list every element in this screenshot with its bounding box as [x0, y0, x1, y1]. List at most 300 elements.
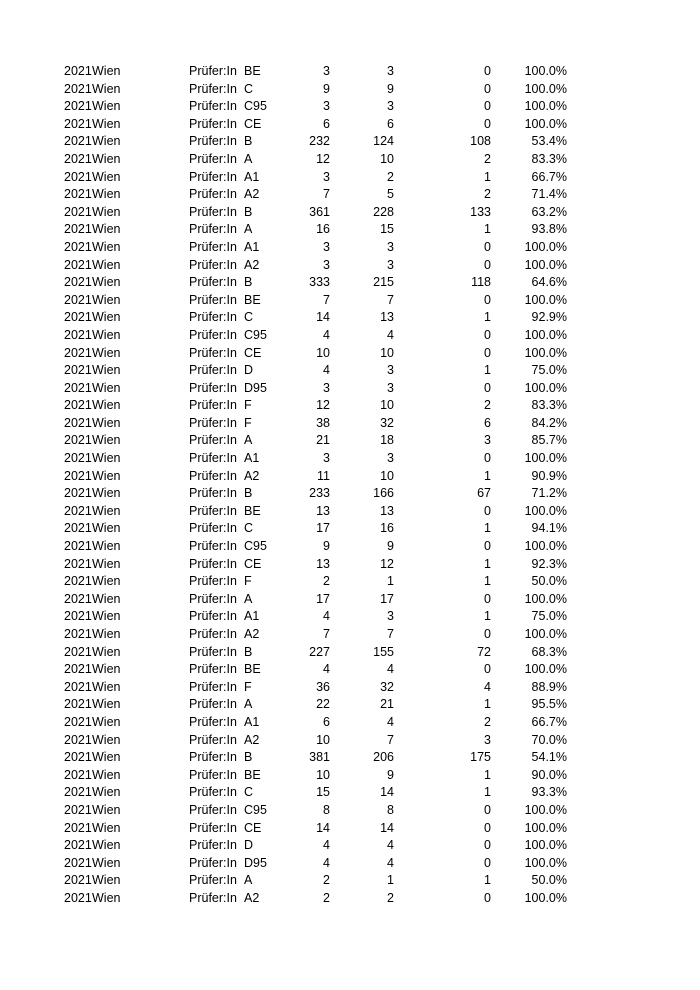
passed-cell: 3	[387, 99, 394, 114]
role-cell: Prüfer:In	[189, 679, 237, 694]
city-cell: Wien	[92, 855, 121, 870]
failed-cell: 0	[484, 591, 491, 606]
table-row	[0, 749, 700, 767]
city-cell: Wien	[92, 116, 121, 131]
passed-cell: 12	[380, 556, 394, 571]
city-cell: Wien	[92, 644, 121, 659]
role-cell: Prüfer:In	[189, 591, 237, 606]
role-cell: Prüfer:In	[189, 81, 237, 96]
city-cell: Wien	[92, 204, 121, 219]
class-cell: CE	[244, 556, 262, 571]
year-cell: 2021	[64, 750, 92, 765]
city-cell: Wien	[92, 239, 121, 254]
year-cell: 2021	[64, 64, 92, 78]
role-cell: Prüfer:In	[189, 292, 237, 307]
total-cell: 3	[323, 64, 330, 78]
failed-cell: 1	[484, 785, 491, 800]
failed-cell: 0	[484, 539, 491, 554]
table-row	[0, 239, 700, 257]
pass-rate-cell: 100.0%	[524, 292, 567, 307]
city-cell: Wien	[92, 99, 121, 114]
pass-rate-cell: 66.7%	[531, 169, 567, 184]
total-cell: 4	[323, 327, 330, 342]
year-cell: 2021	[64, 486, 92, 501]
year-cell: 2021	[64, 310, 92, 325]
city-cell: Wien	[92, 627, 121, 641]
year-cell: 2021	[64, 556, 92, 571]
total-cell: 17	[316, 591, 330, 606]
total-cell: 17	[316, 521, 330, 536]
pass-rate-cell: 100.0%	[524, 116, 567, 131]
city-cell: Wien	[92, 310, 121, 325]
role-cell: Prüfer:In	[189, 521, 237, 536]
pass-rate-cell: 100.0%	[524, 802, 567, 817]
pass-rate-cell: 63.2%	[531, 204, 567, 219]
passed-cell: 16	[380, 521, 394, 536]
total-cell: 8	[323, 802, 330, 817]
failed-cell: 0	[484, 503, 491, 518]
total-cell: 16	[316, 222, 330, 237]
role-cell: Prüfer:In	[189, 99, 237, 114]
passed-cell: 32	[380, 679, 394, 694]
class-cell: F	[244, 679, 252, 694]
table-row	[0, 204, 700, 222]
pass-rate-cell: 71.2%	[531, 486, 567, 501]
class-cell: C95	[244, 327, 267, 342]
passed-cell: 166	[373, 486, 394, 501]
table-row	[0, 679, 700, 697]
table-row	[0, 644, 700, 662]
year-cell: 2021	[64, 714, 92, 729]
class-cell: A2	[244, 257, 260, 272]
pass-rate-cell: 83.3%	[531, 151, 567, 166]
role-cell: Prüfer:In	[189, 151, 237, 166]
city-cell: Wien	[92, 257, 121, 272]
passed-cell: 7	[387, 732, 394, 747]
passed-cell: 8	[387, 802, 394, 817]
city-cell: Wien	[92, 275, 121, 290]
class-cell: A2	[244, 890, 260, 905]
role-cell: Prüfer:In	[189, 345, 237, 360]
pass-rate-cell: 100.0%	[524, 99, 567, 114]
role-cell: Prüfer:In	[189, 169, 237, 184]
city-cell: Wien	[92, 890, 121, 905]
passed-cell: 7	[387, 292, 394, 307]
city-cell: Wien	[92, 802, 121, 817]
passed-cell: 14	[380, 820, 394, 835]
table-row	[0, 415, 700, 433]
total-cell: 12	[316, 398, 330, 413]
total-cell: 9	[323, 539, 330, 554]
year-cell: 2021	[64, 345, 92, 360]
table-row	[0, 345, 700, 363]
failed-cell: 0	[484, 838, 491, 853]
failed-cell: 1	[484, 222, 491, 237]
class-cell: B	[244, 204, 253, 219]
class-cell: BE	[244, 662, 261, 677]
class-cell: D95	[244, 855, 267, 870]
total-cell: 14	[316, 310, 330, 325]
role-cell: Prüfer:In	[189, 398, 237, 413]
total-cell: 333	[309, 275, 330, 290]
city-cell: Wien	[92, 714, 121, 729]
table-row	[0, 133, 700, 151]
failed-cell: 67	[477, 486, 491, 501]
class-cell: C95	[244, 99, 267, 114]
class-cell: A1	[244, 239, 260, 254]
table-row	[0, 872, 700, 890]
class-cell: B	[244, 486, 253, 501]
failed-cell: 108	[470, 134, 491, 149]
passed-cell: 4	[387, 838, 394, 853]
year-cell: 2021	[64, 732, 92, 747]
total-cell: 12	[316, 151, 330, 166]
failed-cell: 0	[484, 802, 491, 817]
year-cell: 2021	[64, 222, 92, 237]
pass-rate-cell: 83.3%	[531, 398, 567, 413]
total-cell: 3	[323, 257, 330, 272]
city-cell: Wien	[92, 380, 121, 395]
passed-cell: 3	[387, 380, 394, 395]
passed-cell: 3	[387, 451, 394, 466]
table-row	[0, 503, 700, 521]
table-row	[0, 485, 700, 503]
class-cell: A2	[244, 732, 260, 747]
year-cell: 2021	[64, 662, 92, 677]
passed-cell: 2	[387, 169, 394, 184]
role-cell: Prüfer:In	[189, 116, 237, 131]
class-cell: CE	[244, 345, 262, 360]
year-cell: 2021	[64, 433, 92, 448]
role-cell: Prüfer:In	[189, 855, 237, 870]
city-cell: Wien	[92, 820, 121, 835]
total-cell: 36	[316, 679, 330, 694]
total-cell: 11	[317, 468, 330, 483]
total-cell: 22	[316, 697, 330, 712]
total-cell: 4	[323, 609, 330, 624]
role-cell: Prüfer:In	[189, 767, 237, 782]
city-cell: Wien	[92, 785, 121, 800]
class-cell: B	[244, 750, 253, 765]
table-row	[0, 380, 700, 398]
failed-cell: 0	[484, 116, 491, 131]
passed-cell: 155	[373, 644, 394, 659]
class-cell: C	[244, 310, 254, 325]
table-row	[0, 626, 700, 644]
table-row	[0, 221, 700, 239]
city-cell: Wien	[92, 345, 121, 360]
year-cell: 2021	[64, 767, 92, 782]
total-cell: 4	[323, 662, 330, 677]
city-cell: Wien	[92, 81, 121, 96]
class-cell: C95	[244, 802, 267, 817]
total-cell: 381	[309, 750, 330, 765]
role-cell: Prüfer:In	[189, 574, 237, 589]
class-cell: A1	[244, 609, 260, 624]
city-cell: Wien	[92, 556, 121, 571]
total-cell: 233	[309, 486, 330, 501]
pass-rate-cell: 92.3%	[531, 556, 567, 571]
failed-cell: 118	[471, 275, 491, 290]
year-cell: 2021	[64, 785, 92, 800]
class-cell: F	[244, 415, 252, 430]
city-cell: Wien	[92, 503, 121, 518]
total-cell: 232	[309, 134, 330, 149]
city-cell: Wien	[92, 697, 121, 712]
pass-rate-cell: 54.1%	[531, 750, 567, 765]
passed-cell: 4	[387, 714, 394, 729]
class-cell: A1	[244, 451, 260, 466]
pass-rate-cell: 100.0%	[524, 64, 567, 78]
passed-cell: 3	[387, 257, 394, 272]
total-cell: 15	[316, 785, 330, 800]
year-cell: 2021	[64, 574, 92, 589]
failed-cell: 2	[484, 151, 491, 166]
city-cell: Wien	[92, 732, 121, 747]
pass-rate-cell: 50.0%	[531, 873, 567, 888]
table-row	[0, 397, 700, 415]
total-cell: 3	[323, 239, 330, 254]
city-cell: Wien	[92, 415, 121, 430]
table-row	[0, 151, 700, 169]
class-cell: A	[244, 433, 253, 448]
pass-rate-cell: 100.0%	[524, 327, 567, 342]
failed-cell: 2	[484, 714, 491, 729]
passed-cell: 3	[387, 64, 394, 78]
table-row	[0, 696, 700, 714]
city-cell: Wien	[92, 539, 121, 554]
total-cell: 3	[323, 169, 330, 184]
table-row	[0, 732, 700, 750]
pass-rate-cell: 94.1%	[531, 521, 567, 536]
failed-cell: 0	[484, 257, 491, 272]
failed-cell: 1	[484, 609, 491, 624]
year-cell: 2021	[64, 380, 92, 395]
class-cell: BE	[244, 292, 261, 307]
class-cell: CE	[244, 116, 262, 131]
city-cell: Wien	[92, 151, 121, 166]
role-cell: Prüfer:In	[189, 662, 237, 677]
table-row	[0, 468, 700, 486]
city-cell: Wien	[92, 838, 121, 853]
passed-cell: 9	[387, 539, 394, 554]
table-row	[0, 81, 700, 99]
pass-rate-cell: 100.0%	[524, 890, 567, 905]
year-cell: 2021	[64, 151, 92, 166]
class-cell: F	[244, 398, 252, 413]
role-cell: Prüfer:In	[189, 187, 237, 202]
data-table	[0, 63, 700, 908]
pass-rate-cell: 100.0%	[524, 380, 567, 395]
failed-cell: 1	[484, 697, 491, 712]
pass-rate-cell: 75.0%	[531, 363, 567, 378]
failed-cell: 3	[484, 732, 491, 747]
role-cell: Prüfer:In	[189, 890, 237, 905]
failed-cell: 0	[484, 81, 491, 96]
pass-rate-cell: 84.2%	[531, 415, 567, 430]
class-cell: D	[244, 363, 254, 378]
failed-cell: 0	[484, 64, 491, 78]
year-cell: 2021	[64, 679, 92, 694]
failed-cell: 1	[484, 468, 491, 483]
role-cell: Prüfer:In	[189, 380, 237, 395]
role-cell: Prüfer:In	[189, 433, 237, 448]
total-cell: 2	[323, 574, 330, 589]
year-cell: 2021	[64, 292, 92, 307]
passed-cell: 18	[380, 433, 394, 448]
pass-rate-cell: 100.0%	[524, 257, 567, 272]
total-cell: 38	[316, 415, 330, 430]
role-cell: Prüfer:In	[189, 627, 237, 641]
class-cell: A2	[244, 468, 260, 483]
total-cell: 14	[316, 820, 330, 835]
pass-rate-cell: 95.5%	[531, 697, 567, 712]
city-cell: Wien	[92, 521, 121, 536]
passed-cell: 3	[387, 609, 394, 624]
table-row	[0, 432, 700, 450]
year-cell: 2021	[64, 521, 92, 536]
role-cell: Prüfer:In	[189, 275, 237, 290]
class-cell: B	[244, 644, 253, 659]
pass-rate-cell: 71.4%	[531, 187, 567, 202]
pass-rate-cell: 100.0%	[524, 591, 567, 606]
role-cell: Prüfer:In	[189, 556, 237, 571]
failed-cell: 0	[484, 890, 491, 905]
passed-cell: 1	[387, 574, 394, 589]
year-cell: 2021	[64, 539, 92, 554]
failed-cell: 0	[484, 345, 491, 360]
table-row	[0, 714, 700, 732]
table-row	[0, 837, 700, 855]
table-row	[0, 186, 700, 204]
passed-cell: 228	[373, 204, 394, 219]
failed-cell: 6	[484, 415, 491, 430]
city-cell: Wien	[92, 292, 121, 307]
total-cell: 7	[323, 292, 330, 307]
passed-cell: 9	[387, 767, 394, 782]
failed-cell: 0	[484, 99, 491, 114]
total-cell: 2	[323, 873, 330, 888]
class-cell: A1	[244, 169, 260, 184]
role-cell: Prüfer:In	[189, 222, 237, 237]
total-cell: 21	[316, 433, 330, 448]
table-row	[0, 661, 700, 679]
table-row	[0, 591, 700, 609]
total-cell: 10	[316, 732, 330, 747]
failed-cell: 0	[484, 662, 491, 677]
failed-cell: 0	[484, 855, 491, 870]
city-cell: Wien	[92, 451, 121, 466]
year-cell: 2021	[64, 503, 92, 518]
passed-cell: 13	[380, 310, 394, 325]
pass-rate-cell: 100.0%	[524, 855, 567, 870]
year-cell: 2021	[64, 415, 92, 430]
pass-rate-cell: 92.9%	[531, 310, 567, 325]
failed-cell: 175	[470, 750, 491, 765]
total-cell: 361	[309, 204, 330, 219]
class-cell: CE	[244, 820, 262, 835]
year-cell: 2021	[64, 890, 92, 905]
city-cell: Wien	[92, 609, 121, 624]
pass-rate-cell: 100.0%	[524, 820, 567, 835]
passed-cell: 206	[373, 750, 394, 765]
role-cell: Prüfer:In	[189, 363, 237, 378]
year-cell: 2021	[64, 398, 92, 413]
passed-cell: 5	[387, 187, 394, 202]
passed-cell: 13	[380, 503, 394, 518]
city-cell: Wien	[92, 398, 121, 413]
class-cell: A	[244, 591, 253, 606]
class-cell: BE	[244, 503, 261, 518]
role-cell: Prüfer:In	[189, 503, 237, 518]
total-cell: 4	[323, 838, 330, 853]
pass-rate-cell: 100.0%	[524, 838, 567, 853]
role-cell: Prüfer:In	[189, 257, 237, 272]
year-cell: 2021	[64, 873, 92, 888]
city-cell: Wien	[92, 468, 121, 483]
city-cell: Wien	[92, 574, 121, 589]
year-cell: 2021	[64, 838, 92, 853]
table-row	[0, 116, 700, 134]
passed-cell: 4	[387, 855, 394, 870]
failed-cell: 0	[484, 627, 491, 641]
class-cell: A1	[244, 714, 260, 729]
pass-rate-cell: 100.0%	[524, 539, 567, 554]
total-cell: 7	[323, 187, 330, 202]
passed-cell: 14	[380, 785, 394, 800]
role-cell: Prüfer:In	[189, 204, 237, 219]
city-cell: Wien	[92, 591, 121, 606]
role-cell: Prüfer:In	[189, 838, 237, 853]
total-cell: 227	[309, 644, 330, 659]
passed-cell: 3	[387, 239, 394, 254]
total-cell: 4	[323, 855, 330, 870]
city-cell: Wien	[92, 327, 121, 342]
total-cell: 13	[316, 503, 330, 518]
city-cell: Wien	[92, 767, 121, 782]
pass-rate-cell: 75.0%	[531, 609, 567, 624]
failed-cell: 0	[484, 820, 491, 835]
class-cell: C	[244, 521, 254, 536]
year-cell: 2021	[64, 327, 92, 342]
table-row	[0, 292, 700, 310]
pass-rate-cell: 100.0%	[524, 345, 567, 360]
table-row	[0, 890, 700, 908]
pass-rate-cell: 100.0%	[524, 81, 567, 96]
class-cell: BE	[244, 64, 261, 78]
table-row	[0, 520, 700, 538]
role-cell: Prüfer:In	[189, 451, 237, 466]
passed-cell: 32	[380, 415, 394, 430]
total-cell: 3	[323, 380, 330, 395]
pass-rate-cell: 53.4%	[531, 134, 567, 149]
pass-rate-cell: 90.0%	[531, 767, 567, 782]
year-cell: 2021	[64, 99, 92, 114]
failed-cell: 1	[484, 556, 491, 571]
pass-rate-cell: 100.0%	[524, 662, 567, 677]
city-cell: Wien	[92, 363, 121, 378]
failed-cell: 2	[484, 187, 491, 202]
year-cell: 2021	[64, 204, 92, 219]
pass-rate-cell: 90.9%	[531, 468, 567, 483]
failed-cell: 1	[484, 873, 491, 888]
table-row	[0, 450, 700, 468]
role-cell: Prüfer:In	[189, 714, 237, 729]
class-cell: A	[244, 697, 253, 712]
total-cell: 6	[323, 116, 330, 131]
role-cell: Prüfer:In	[189, 415, 237, 430]
passed-cell: 6	[387, 116, 394, 131]
